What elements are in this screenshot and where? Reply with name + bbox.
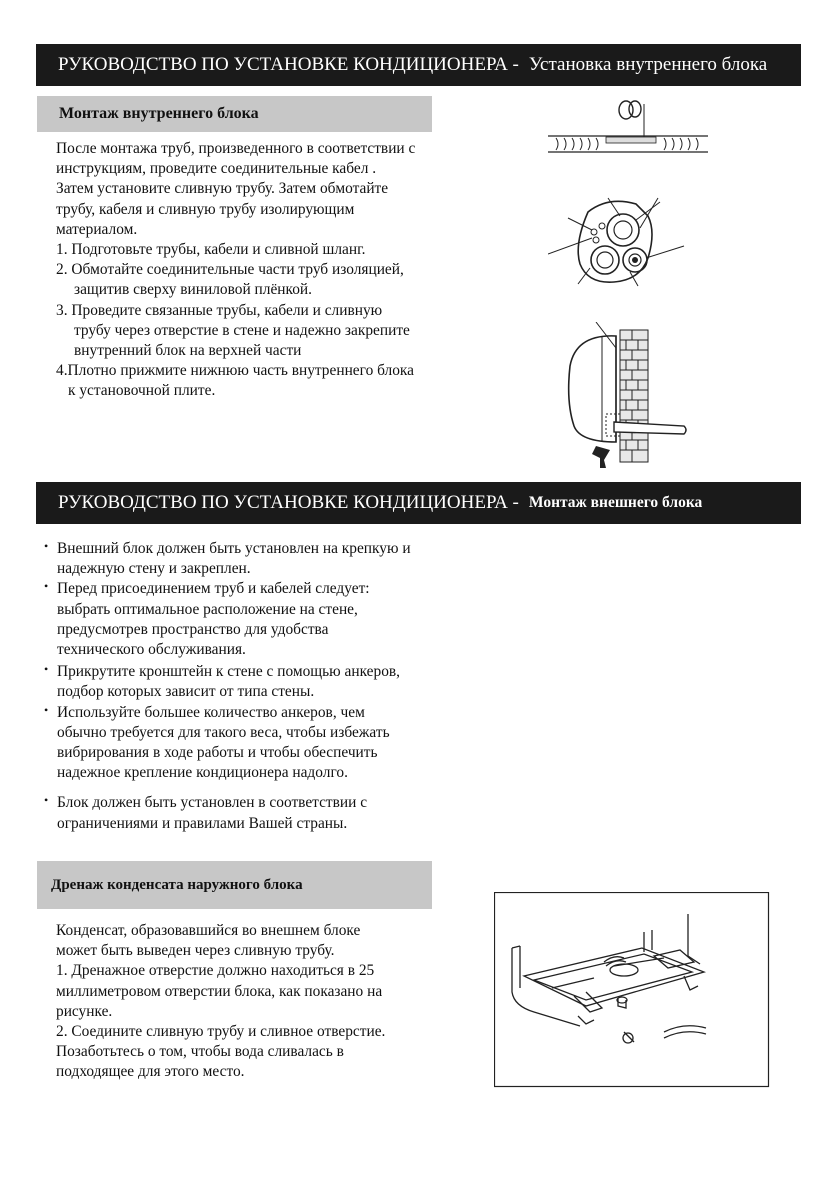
bullet-icon: •	[44, 702, 49, 717]
bullet-icon: •	[44, 579, 49, 594]
text-line: 1. Дренажное отверстие должно находиться в 25	[56, 962, 375, 980]
text-line: защитив сверху виниловой плёнкой.	[74, 281, 313, 299]
text-line: Используйте большее количество анкеров, чем	[57, 703, 365, 721]
text-line: надежную стену и закреплен.	[57, 560, 251, 578]
banner-title: РУКОВОДСТВО ПО УСТАНОВКЕ КОНДИЦИОНЕРА -	[58, 54, 519, 75]
drain-outlet-figure	[494, 892, 770, 1088]
drain-heading	[37, 861, 432, 909]
list-item	[44, 662, 474, 702]
indoor-heading-text: Монтаж внутреннего блока	[59, 105, 259, 122]
text-line: Позаботьтесь о том, чтобы вода сливалась в	[56, 1043, 344, 1061]
text-line: предусмотрев пространство для удобства	[57, 620, 329, 638]
text-line: внутренний блок на верхней части	[74, 342, 302, 360]
text-line: 3. Проведите связанные трубы, кабели и сливную	[56, 301, 383, 319]
text-line: Блок должен быть установлен в соответствии с	[57, 794, 368, 812]
text-line: 1. Подготовьте трубы, кабели и сливной шланг.	[56, 241, 366, 259]
text-line: трубу, кабеля и сливную трубу изолирующим	[56, 200, 355, 218]
text-line: ограничениями и правилами Вашей страны.	[57, 814, 348, 832]
banner-title: РУКОВОДСТВО ПО УСТАНОВКЕ КОНДИЦИОНЕРА -	[58, 492, 519, 513]
list-item	[44, 793, 474, 833]
list-item	[44, 579, 474, 660]
list-item	[44, 703, 474, 784]
bullet-icon: •	[44, 662, 49, 677]
text-line: обычно требуется для такого веса, чтобы избежать	[57, 723, 390, 741]
text-line: трубу через отверстие в стене и надежно закрепите	[74, 321, 410, 339]
text-line: рисунке.	[56, 1002, 113, 1020]
text-line: 2. Соедините сливную трубу и сливное отверстие.	[56, 1023, 386, 1041]
text-line: вибрирования в ходе работы и чтобы обеспечить	[57, 744, 378, 762]
text-line: подбор которых зависит от типа стены.	[57, 683, 315, 701]
text-line: материалом.	[56, 220, 138, 238]
text-line: Перед присоединением труб и кабелей следует:	[57, 580, 370, 598]
text-line: инструкциям, проведите соединительные кабел .	[56, 160, 377, 178]
text-line: технического обслуживания.	[57, 641, 246, 659]
text-line: Прикрутите кронштейн к стене с помощью анкеров,	[57, 663, 401, 681]
drain-heading-text: Дренаж конденсата наружного блока	[51, 876, 303, 893]
list-item	[44, 539, 474, 579]
bullet-icon: •	[44, 793, 49, 808]
section-banner-outdoor	[36, 482, 801, 524]
text-line: к установочной плите.	[68, 382, 216, 400]
text-line: может быть выведен через сливную трубу.	[56, 942, 335, 960]
section-banner-indoor	[36, 44, 801, 86]
text-line: подходящее для этого место.	[56, 1063, 245, 1081]
drain-instructions	[56, 921, 476, 1083]
text-line: надежное крепление кондиционера надолго.	[57, 764, 348, 782]
outdoor-bullet-list	[44, 539, 474, 834]
banner-subtitle: Монтаж внешнего блока	[528, 494, 703, 511]
text-line: Внешний блок должен быть установлен на крепкую и	[57, 540, 411, 557]
pipe-wrap-figure	[548, 96, 713, 158]
bundle-cross-section-figure	[548, 192, 688, 288]
indoor-heading	[37, 96, 432, 132]
text-line: 2. Обмотайте соединительные части труб изоляцией,	[56, 261, 404, 279]
bullet-icon: •	[44, 539, 49, 553]
text-line: миллиметровом отверстии блока, как показано на	[56, 982, 383, 1000]
indoor-unit-wall-figure	[566, 322, 690, 468]
text-line: После монтажа труб, произведенного в соответствии с	[56, 140, 416, 157]
indoor-instructions	[56, 139, 486, 402]
text-line: 4.Плотно прижмите нижнюю часть внутреннего блока	[56, 362, 415, 380]
banner-subtitle: Установка внутреннего блока	[528, 54, 768, 75]
text-line: Затем установите сливную трубу. Затем обмотайте	[56, 180, 389, 198]
text-line: Конденсат, образовавшийся во внешнем блоке	[56, 922, 361, 939]
text-line: выбрать оптимальное расположение на стене,	[57, 600, 358, 618]
